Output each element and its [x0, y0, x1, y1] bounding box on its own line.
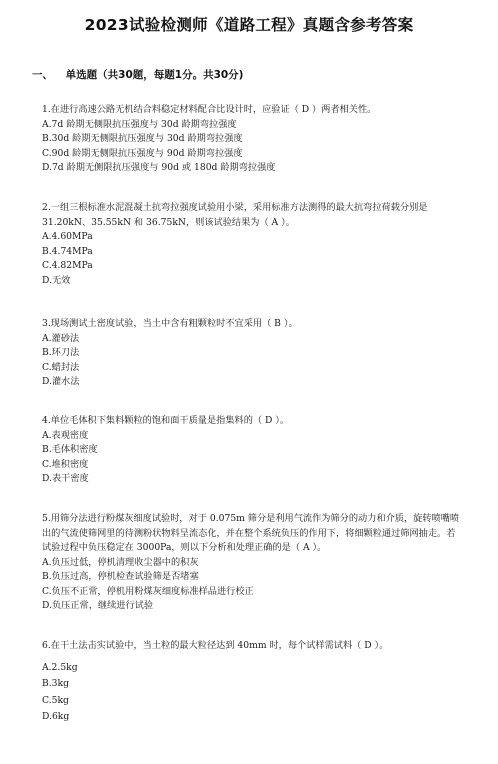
- option-d: D.6kg: [42, 711, 70, 722]
- option-c: C.负压不正常，停机用粉煤灰细度标准样品进行校正: [42, 585, 254, 597]
- option-b: B.30d 龄期无侧限抗压强度与 30d 龄期弯拉强度: [42, 133, 243, 144]
- question-stem: 4.单位毛体积下集料颗粒的饱和面干质量是指集料的（ D ）。: [42, 415, 290, 426]
- question-3: [42, 317, 462, 390]
- option-c: C.4.82MPa: [42, 260, 93, 271]
- option-b: B.3kg: [42, 678, 69, 689]
- section-label: 单选题（共30题，每题1分。共30分): [65, 69, 244, 81]
- question-6: [42, 639, 462, 726]
- document-title: 2023试验检测师《道路工程》真题含参考答案: [84, 16, 414, 34]
- question-stem: 5.用筛分法进行粉煤灰细度试验时，对于 0.075m 筛分是利用气流作为筛分的动力和介质，旋转喷嘴喷出的气流使筛网里的待测粉状物料呈流态化，并在整个系统负压的作用下，将细颗粒通过筛网抽走。若试验过程中负压稳定在 3000Pa，则以下分析和处理正确的是（ A ）。: [42, 513, 460, 553]
- option-a: A.负压过低，停机清理收尘器中的积灰: [42, 556, 199, 568]
- question-4: [42, 414, 462, 487]
- option-b: B.负压过高，停机检查试验筛是否堵塞: [42, 571, 199, 582]
- question-2: [42, 201, 462, 288]
- option-d: D.表干密度: [42, 473, 89, 484]
- option-d: D.灌水法: [42, 376, 80, 387]
- option-a: A.灌砂法: [42, 332, 80, 344]
- section-heading: [32, 67, 243, 82]
- option-d: D.负压正常，继续进行试验: [42, 600, 154, 611]
- option-a: A.表观密度: [42, 429, 89, 441]
- question-1: [42, 103, 462, 176]
- option-d: D.7d 龄期无侧限抗压强度与 90d 或 180d 龄期弯拉强度: [42, 162, 276, 173]
- section-number: 一、: [32, 69, 53, 81]
- option-a: A.4.60MPa: [42, 231, 93, 242]
- question-stem: 3.现场测试土密度试验，当土中含有粗颗粒时不宜采用（ B ）。: [42, 318, 298, 329]
- option-b: B.环刀法: [42, 347, 80, 358]
- option-c: C.90d 龄期无侧限抗压强度与 90d 龄期弯拉强度: [42, 147, 243, 159]
- question-5: [42, 512, 462, 614]
- question-stem: 1.在进行高速公路无机结合料稳定材料配合比设计时，应验证（ D ）两者相关性。: [42, 104, 377, 115]
- option-d: D.无效: [42, 274, 71, 286]
- option-c: C.5kg: [42, 694, 69, 706]
- option-a: A.2.5kg: [42, 661, 78, 673]
- option-b: B.毛体积密度: [42, 444, 98, 455]
- question-stem: 2.一组三根标准水泥混凝土抗弯拉强度试验用小梁，采用标准方法测得的最大抗弯拉荷载分别是 31.20kN、35.55kN 和 36.75kN，则该试验结果为（ A ）。: [42, 202, 428, 228]
- option-c: C.堆积密度: [42, 458, 89, 470]
- option-a: A.7d 龄期无侧限抗压强度与 30d 龄期弯拉强度: [42, 118, 237, 130]
- question-stem: 6.在干土法击实试验中，当土粒的最大粒径达到 40mm 时，每个试样需试料（ D ）。: [42, 640, 389, 651]
- option-b: B.4.74MPa: [42, 245, 93, 257]
- option-c: C.蜡封法: [42, 361, 80, 373]
